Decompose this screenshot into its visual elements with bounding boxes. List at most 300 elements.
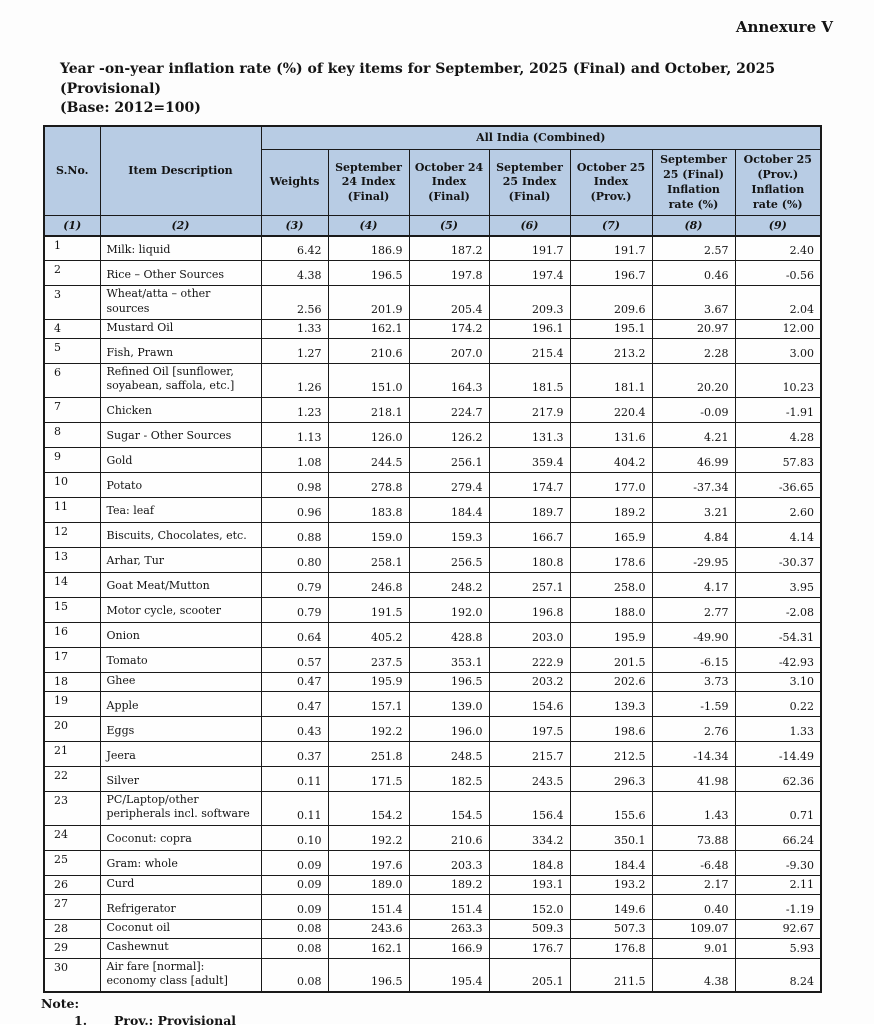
cell-oct25-inflation-rate: -14.49 [735,742,821,767]
cell-sep25-index: 191.7 [489,236,570,261]
cell-oct24-index: 263.3 [409,919,489,938]
header-sep24-index: September 24 Index (Final) [328,150,409,216]
cell-oct25-inflation-rate: 2.04 [735,286,821,320]
cell-oct24-index: 196.5 [409,672,489,691]
cell-oct25-inflation-rate: 10.23 [735,364,821,398]
cell-sep24-index: 246.8 [328,572,409,597]
table-row [44,939,821,958]
cell-oct24-index: 210.6 [409,825,489,850]
cell-oct24-index: 126.2 [409,422,489,447]
cell-oct24-index: 256.1 [409,447,489,472]
cell-sno: 16 [44,622,100,647]
cell-oct24-index: 154.5 [409,792,489,826]
table-row [44,622,821,647]
column-number: (6) [489,216,570,236]
cell-sep25-index: 197.5 [489,717,570,742]
cell-oct24-index: 248.2 [409,572,489,597]
cell-oct25-inflation-rate: -30.37 [735,547,821,572]
cell-oct25-inflation-rate: 62.36 [735,767,821,792]
cell-sep25-inflation-rate: -6.15 [652,647,735,672]
cell-sep25-index: 209.3 [489,286,570,320]
cell-item-description: Milk: liquid [100,236,261,261]
cell-sep24-index: 157.1 [328,692,409,717]
cell-weight: 0.11 [261,767,328,792]
cell-weight: 1.23 [261,397,328,422]
cell-sep25-inflation-rate: 20.20 [652,364,735,398]
cell-weight: 0.08 [261,958,328,992]
cell-sno: 21 [44,742,100,767]
cell-oct25-index: 209.6 [570,286,652,320]
cell-oct25-inflation-rate: -1.19 [735,894,821,919]
table-row [44,339,821,364]
cell-oct25-inflation-rate: 3.10 [735,672,821,691]
cell-weight: 4.38 [261,261,328,286]
header-all-india-combined: All India (Combined) [261,126,821,150]
cell-sep24-index: 192.2 [328,717,409,742]
cell-sep25-inflation-rate: -37.34 [652,472,735,497]
cell-sno: 18 [44,672,100,691]
cell-oct25-index: 350.1 [570,825,652,850]
cell-sep25-inflation-rate: 3.21 [652,497,735,522]
cell-sep25-inflation-rate: 4.21 [652,422,735,447]
cell-weight: 0.96 [261,497,328,522]
title-line-2: (Base: 2012=100) [60,100,201,117]
cell-sep25-index: 154.6 [489,692,570,717]
cell-weight: 2.56 [261,286,328,320]
cell-oct25-index: 139.3 [570,692,652,717]
cell-sep25-index: 359.4 [489,447,570,472]
header-oct25-index: October 25 Index (Prov.) [570,150,652,216]
cell-oct24-index: 197.8 [409,261,489,286]
cell-weight: 0.11 [261,792,328,826]
cell-oct24-index: 205.4 [409,286,489,320]
cell-sep25-inflation-rate: 2.77 [652,597,735,622]
cell-sep24-index: 171.5 [328,767,409,792]
cell-sep25-inflation-rate: 2.17 [652,875,735,894]
title-line-1: Year -on-year inflation rate (%) of key items for September, 2025 (Final) and October, 2025 (Provisional) [60,61,776,97]
cell-sep24-index: 278.8 [328,472,409,497]
cell-sep25-inflation-rate: 109.07 [652,919,735,938]
cell-sno: 2 [44,261,100,286]
cell-sep25-inflation-rate: -14.34 [652,742,735,767]
cell-sep25-inflation-rate: 4.38 [652,958,735,992]
cell-sep24-index: 201.9 [328,286,409,320]
cell-sep24-index: 189.0 [328,875,409,894]
cell-sep25-inflation-rate: -49.90 [652,622,735,647]
cell-sno: 30 [44,958,100,992]
cell-oct24-index: 248.5 [409,742,489,767]
table-row [44,958,821,992]
cell-oct25-index: 181.1 [570,364,652,398]
cell-oct24-index: 151.4 [409,894,489,919]
cell-sno: 13 [44,547,100,572]
cell-item-description: Gram: whole [100,850,261,875]
cell-oct25-inflation-rate: 0.71 [735,792,821,826]
header-sno: S.No. [44,126,100,216]
cell-weight: 0.08 [261,919,328,938]
table-row [44,364,821,398]
cell-oct25-index: 131.6 [570,422,652,447]
table-header [44,126,821,236]
cell-sno: 28 [44,919,100,938]
cell-sep24-index: 196.5 [328,261,409,286]
cell-item-description: Tea: leaf [100,497,261,522]
table-row [44,742,821,767]
note-section [41,996,874,1028]
inflation-table [43,125,822,993]
column-number-row [44,216,821,236]
cell-oct24-index: 196.0 [409,717,489,742]
table-row [44,919,821,938]
cell-weight: 1.27 [261,339,328,364]
table-row [44,597,821,622]
cell-sep24-index: 192.2 [328,825,409,850]
cell-sep24-index: 186.9 [328,236,409,261]
table-row [44,572,821,597]
cell-sep24-index: 159.0 [328,522,409,547]
cell-oct25-index: 220.4 [570,397,652,422]
cell-oct24-index: 192.0 [409,597,489,622]
cell-sep24-index: 244.5 [328,447,409,472]
header-weights: Weights [261,150,328,216]
note-item [74,1013,874,1028]
cell-oct24-index: 139.0 [409,692,489,717]
cell-oct24-index: 184.4 [409,497,489,522]
cell-oct25-inflation-rate: 57.83 [735,447,821,472]
cell-oct25-inflation-rate: -54.31 [735,622,821,647]
cell-oct25-inflation-rate: 0.22 [735,692,821,717]
cell-weight: 1.33 [261,319,328,338]
cell-oct25-inflation-rate: -1.91 [735,397,821,422]
cell-item-description: Rice – Other Sources [100,261,261,286]
cell-sep25-index: 205.1 [489,958,570,992]
column-number: (2) [100,216,261,236]
cell-sno: 4 [44,319,100,338]
cell-sep25-index: 197.4 [489,261,570,286]
cell-oct25-index: 211.5 [570,958,652,992]
cell-sno: 7 [44,397,100,422]
cell-oct24-index: 195.4 [409,958,489,992]
cell-weight: 0.37 [261,742,328,767]
cell-item-description: Mustard Oil [100,319,261,338]
cell-oct25-inflation-rate: 66.24 [735,825,821,850]
cell-oct25-index: 149.6 [570,894,652,919]
cell-oct25-index: 191.7 [570,236,652,261]
cell-oct25-inflation-rate: 3.95 [735,572,821,597]
cell-sep25-index: 176.7 [489,939,570,958]
header-oct25-inflation-rate: October 25 (Prov.) Inflation rate (%) [735,150,821,216]
cell-sep25-index: 166.7 [489,522,570,547]
cell-item-description: Refrigerator [100,894,261,919]
cell-sep25-inflation-rate: 0.46 [652,261,735,286]
cell-oct24-index: 203.3 [409,850,489,875]
cell-item-description: Fish, Prawn [100,339,261,364]
table-row [44,692,821,717]
cell-oct25-index: 155.6 [570,792,652,826]
cell-sno: 27 [44,894,100,919]
cell-oct25-index: 165.9 [570,522,652,547]
header-sep25-inflation-rate: September 25 (Final) Inflation rate (%) [652,150,735,216]
cell-sep25-inflation-rate: 4.17 [652,572,735,597]
cell-item-description: Tomato [100,647,261,672]
cell-oct25-index: 507.3 [570,919,652,938]
cell-item-description: Refined Oil [sunflower, soyabean, saffola, etc.] [100,364,261,398]
table-row [44,319,821,338]
cell-sep25-inflation-rate: 2.28 [652,339,735,364]
cell-item-description: Apple [100,692,261,717]
cell-sep24-index: 237.5 [328,647,409,672]
group-header-row [44,126,821,150]
cell-sep25-inflation-rate: 1.43 [652,792,735,826]
cell-oct24-index: 224.7 [409,397,489,422]
cell-sno: 29 [44,939,100,958]
cell-item-description: Goat Meat/Mutton [100,572,261,597]
column-number: (9) [735,216,821,236]
cell-sep25-inflation-rate: 3.73 [652,672,735,691]
cell-sep24-index: 405.2 [328,622,409,647]
cell-oct25-index: 193.2 [570,875,652,894]
cell-sep25-index: 152.0 [489,894,570,919]
cell-item-description: PC/Laptop/other peripherals incl. software [100,792,261,826]
table-row [44,875,821,894]
cell-sno: 22 [44,767,100,792]
cell-oct25-inflation-rate: -42.93 [735,647,821,672]
cell-oct24-index: 207.0 [409,339,489,364]
cell-sno: 1 [44,236,100,261]
cell-sep25-index: 156.4 [489,792,570,826]
cell-sep24-index: 197.6 [328,850,409,875]
cell-item-description: Onion [100,622,261,647]
cell-sep25-index: 180.8 [489,547,570,572]
cell-sep25-index: 203.2 [489,672,570,691]
cell-oct24-index: 189.2 [409,875,489,894]
cell-item-description: Coconut oil [100,919,261,938]
header-item-description: Item Description [100,126,261,216]
cell-sno: 17 [44,647,100,672]
cell-oct24-index: 256.5 [409,547,489,572]
cell-item-description: Silver [100,767,261,792]
table-row [44,825,821,850]
table-row [44,286,821,320]
cell-item-description: Biscuits, Chocolates, etc. [100,522,261,547]
table-row [44,894,821,919]
cell-oct25-inflation-rate: 92.67 [735,919,821,938]
table-row [44,472,821,497]
column-number: (8) [652,216,735,236]
cell-item-description: Cashewnut [100,939,261,958]
cell-oct24-index: 428.8 [409,622,489,647]
annexure-label: Annexure V [735,18,833,36]
cell-weight: 0.09 [261,894,328,919]
cell-sep25-inflation-rate: 0.40 [652,894,735,919]
cell-item-description: Chicken [100,397,261,422]
cell-sep24-index: 258.1 [328,547,409,572]
cell-sep24-index: 243.6 [328,919,409,938]
cell-sep25-index: 334.2 [489,825,570,850]
cell-sep24-index: 191.5 [328,597,409,622]
cell-sep24-index: 151.0 [328,364,409,398]
cell-weight: 0.98 [261,472,328,497]
column-number: (7) [570,216,652,236]
cell-oct25-inflation-rate: 2.11 [735,875,821,894]
header-oct24-index: October 24 Index (Final) [409,150,489,216]
cell-sno: 10 [44,472,100,497]
cell-weight: 0.09 [261,875,328,894]
cell-sep25-index: 215.4 [489,339,570,364]
table-row [44,792,821,826]
cell-oct25-index: 196.7 [570,261,652,286]
cell-item-description: Motor cycle, scooter [100,597,261,622]
table-row [44,236,821,261]
cell-sep25-index: 181.5 [489,364,570,398]
cell-oct25-inflation-rate: 3.00 [735,339,821,364]
cell-weight: 0.88 [261,522,328,547]
cell-sno: 12 [44,522,100,547]
cell-item-description: Potato [100,472,261,497]
note-item-number: 1. [74,1013,88,1028]
cell-weight: 1.26 [261,364,328,398]
cell-sno: 23 [44,792,100,826]
cell-sep24-index: 162.1 [328,939,409,958]
cell-item-description: Wheat/atta – other sources [100,286,261,320]
header-sep25-index: September 25 Index (Final) [489,150,570,216]
cell-oct25-index: 201.5 [570,647,652,672]
cell-weight: 1.08 [261,447,328,472]
table-row [44,522,821,547]
cell-oct25-index: 184.4 [570,850,652,875]
cell-sno: 14 [44,572,100,597]
table-row [44,397,821,422]
cell-weight: 0.57 [261,647,328,672]
cell-sep25-index: 203.0 [489,622,570,647]
cell-oct25-index: 213.2 [570,339,652,364]
cell-weight: 0.80 [261,547,328,572]
cell-oct25-index: 178.6 [570,547,652,572]
cell-sno: 20 [44,717,100,742]
table-row [44,547,821,572]
cell-weight: 1.13 [261,422,328,447]
cell-sep24-index: 196.5 [328,958,409,992]
cell-oct25-index: 188.0 [570,597,652,622]
cell-sep25-index: 509.3 [489,919,570,938]
cell-sep25-index: 215.7 [489,742,570,767]
cell-oct25-index: 177.0 [570,472,652,497]
cell-oct24-index: 353.1 [409,647,489,672]
table-row [44,850,821,875]
cell-item-description: Coconut: copra [100,825,261,850]
cell-weight: 6.42 [261,236,328,261]
table-row [44,647,821,672]
cell-item-description: Arhar, Tur [100,547,261,572]
cell-sep25-inflation-rate: 4.84 [652,522,735,547]
cell-oct24-index: 187.2 [409,236,489,261]
cell-item-description: Jeera [100,742,261,767]
table-row [44,447,821,472]
cell-weight: 0.10 [261,825,328,850]
cell-item-description: Ghee [100,672,261,691]
cell-sep25-inflation-rate: -0.09 [652,397,735,422]
cell-sno: 25 [44,850,100,875]
cell-weight: 0.09 [261,850,328,875]
cell-sep25-index: 222.9 [489,647,570,672]
cell-sep25-index: 196.8 [489,597,570,622]
document-title [60,60,836,119]
cell-weight: 0.47 [261,692,328,717]
cell-sno: 8 [44,422,100,447]
cell-sno: 26 [44,875,100,894]
cell-oct25-inflation-rate: 4.14 [735,522,821,547]
cell-sep24-index: 126.0 [328,422,409,447]
cell-sep25-index: 131.3 [489,422,570,447]
table-row [44,717,821,742]
cell-oct25-index: 195.9 [570,622,652,647]
cell-sno: 24 [44,825,100,850]
cell-sep24-index: 218.1 [328,397,409,422]
cell-oct25-inflation-rate: -36.65 [735,472,821,497]
cell-weight: 0.79 [261,597,328,622]
table-body [44,236,821,992]
table-row [44,261,821,286]
cell-oct25-inflation-rate: -2.08 [735,597,821,622]
cell-oct25-inflation-rate: 5.93 [735,939,821,958]
cell-sep25-index: 174.7 [489,472,570,497]
cell-sep24-index: 162.1 [328,319,409,338]
cell-oct25-index: 258.0 [570,572,652,597]
cell-weight: 0.08 [261,939,328,958]
cell-sep24-index: 251.8 [328,742,409,767]
cell-sep25-index: 257.1 [489,572,570,597]
cell-weight: 0.64 [261,622,328,647]
cell-item-description: Sugar - Other Sources [100,422,261,447]
cell-sep24-index: 195.9 [328,672,409,691]
cell-sep25-inflation-rate: -29.95 [652,547,735,572]
cell-oct25-inflation-rate: -9.30 [735,850,821,875]
cell-oct25-inflation-rate: 2.40 [735,236,821,261]
cell-oct25-index: 202.6 [570,672,652,691]
note-label: Note: [41,996,80,1012]
cell-sep25-index: 189.7 [489,497,570,522]
column-number: (1) [44,216,100,236]
cell-sep24-index: 183.8 [328,497,409,522]
cell-oct24-index: 279.4 [409,472,489,497]
cell-item-description: Eggs [100,717,261,742]
cell-sno: 3 [44,286,100,320]
table-row [44,497,821,522]
cell-weight: 0.79 [261,572,328,597]
cell-oct24-index: 174.2 [409,319,489,338]
cell-oct25-index: 195.1 [570,319,652,338]
cell-oct25-index: 198.6 [570,717,652,742]
cell-sep25-inflation-rate: 3.67 [652,286,735,320]
cell-sno: 6 [44,364,100,398]
cell-sep25-inflation-rate: 46.99 [652,447,735,472]
cell-sep25-inflation-rate: -1.59 [652,692,735,717]
cell-sep25-inflation-rate: 2.57 [652,236,735,261]
cell-oct25-inflation-rate: -0.56 [735,261,821,286]
cell-sep25-index: 184.8 [489,850,570,875]
cell-sep25-index: 243.5 [489,767,570,792]
table-row [44,422,821,447]
table-row [44,767,821,792]
cell-weight: 0.47 [261,672,328,691]
cell-item-description: Air fare [normal]: economy class [adult] [100,958,261,992]
cell-sep24-index: 210.6 [328,339,409,364]
cell-sno: 11 [44,497,100,522]
cell-sep25-inflation-rate: 9.01 [652,939,735,958]
cell-sno: 5 [44,339,100,364]
cell-sep25-inflation-rate: -6.48 [652,850,735,875]
cell-sep25-index: 196.1 [489,319,570,338]
